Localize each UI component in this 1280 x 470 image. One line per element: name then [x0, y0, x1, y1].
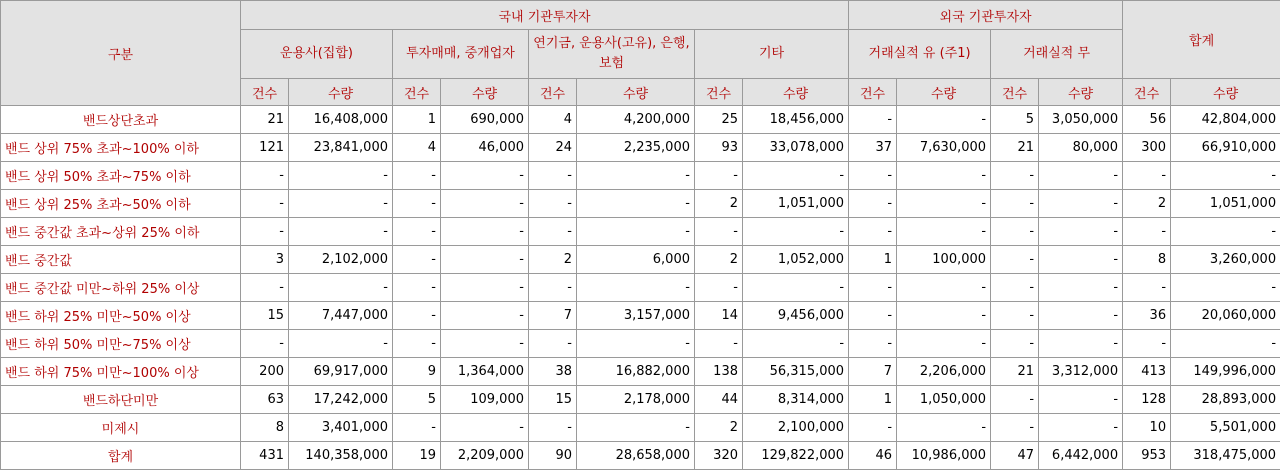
quantity-cell: 2,100,000: [743, 414, 849, 442]
count-header: 건수: [1123, 79, 1171, 106]
quantity-cell: -: [1171, 162, 1280, 190]
quantity-cell: 56,315,000: [743, 358, 849, 386]
quantity-cell: -: [897, 106, 991, 134]
quantity-cell: 100,000: [897, 246, 991, 274]
row-label: 밴드 중간값 미만~하위 25% 이상: [1, 274, 241, 302]
quantity-cell: 20,060,000: [1171, 302, 1280, 330]
count-cell: -: [849, 218, 897, 246]
count-header: 건수: [241, 79, 289, 106]
table-row: [1, 218, 1280, 246]
count-cell: 10: [1123, 414, 1171, 442]
count-cell: -: [849, 106, 897, 134]
quantity-cell: 6,000: [577, 246, 695, 274]
quantity-cell: -: [441, 162, 529, 190]
table-row: [1, 246, 1280, 274]
count-cell: -: [529, 330, 577, 358]
quantity-cell: -: [1039, 218, 1123, 246]
quantity-header: 수량: [743, 79, 849, 106]
count-cell: -: [695, 162, 743, 190]
quantity-cell: -: [1171, 330, 1280, 358]
count-cell: 14: [695, 302, 743, 330]
row-label: 밴드 중간값: [1, 246, 241, 274]
quantity-cell: 66,910,000: [1171, 134, 1280, 162]
row-label: 미제시: [1, 414, 241, 442]
count-cell: -: [393, 218, 441, 246]
quantity-cell: 3,157,000: [577, 302, 695, 330]
quantity-cell: 3,260,000: [1171, 246, 1280, 274]
count-cell: 121: [241, 134, 289, 162]
count-cell: -: [1123, 162, 1171, 190]
quantity-header: 수량: [1171, 79, 1280, 106]
count-cell: 24: [529, 134, 577, 162]
quantity-cell: -: [289, 330, 393, 358]
quantity-cell: 690,000: [441, 106, 529, 134]
count-cell: 21: [991, 358, 1039, 386]
count-cell: 25: [695, 106, 743, 134]
quantity-cell: -: [289, 218, 393, 246]
quantity-cell: 2,102,000: [289, 246, 393, 274]
count-cell: 47: [991, 442, 1039, 470]
count-cell: 2: [1123, 190, 1171, 218]
count-cell: -: [991, 274, 1039, 302]
quantity-cell: -: [289, 190, 393, 218]
other-header: 기타: [695, 30, 849, 79]
count-cell: -: [393, 162, 441, 190]
count-cell: 413: [1123, 358, 1171, 386]
count-header: 건수: [991, 79, 1039, 106]
quantity-cell: -: [441, 274, 529, 302]
quantity-cell: 2,209,000: [441, 442, 529, 470]
count-cell: 2: [695, 190, 743, 218]
count-cell: -: [393, 274, 441, 302]
count-cell: 93: [695, 134, 743, 162]
count-header: 건수: [849, 79, 897, 106]
count-cell: 300: [1123, 134, 1171, 162]
quantity-cell: 2,206,000: [897, 358, 991, 386]
count-cell: 128: [1123, 386, 1171, 414]
quantity-cell: -: [1039, 330, 1123, 358]
asset-manager-collective-header: 운용사(집합): [241, 30, 393, 79]
count-cell: 19: [393, 442, 441, 470]
quantity-cell: -: [897, 190, 991, 218]
quantity-cell: -: [441, 302, 529, 330]
broker-dealer-header: 투자매매, 중개업자: [393, 30, 529, 79]
count-cell: -: [241, 190, 289, 218]
quantity-cell: -: [743, 274, 849, 302]
quantity-cell: -: [897, 218, 991, 246]
foreign-investor-header: 외국 기관투자자: [849, 1, 1123, 30]
count-cell: -: [849, 190, 897, 218]
count-cell: -: [695, 218, 743, 246]
count-cell: 38: [529, 358, 577, 386]
count-cell: -: [695, 330, 743, 358]
count-cell: -: [241, 274, 289, 302]
count-cell: -: [241, 162, 289, 190]
quantity-cell: -: [289, 162, 393, 190]
table-row: [1, 302, 1280, 330]
count-cell: -: [1123, 218, 1171, 246]
table-row: [1, 162, 1280, 190]
count-cell: 46: [849, 442, 897, 470]
quantity-cell: -: [897, 330, 991, 358]
pension-bank-insurance-header: 연기금, 운용사(고유), 은행, 보험: [529, 30, 695, 79]
count-cell: -: [849, 302, 897, 330]
count-cell: -: [529, 190, 577, 218]
count-cell: 63: [241, 386, 289, 414]
trade-record-no-header: 거래실적 무: [991, 30, 1123, 79]
quantity-header: 수량: [577, 79, 695, 106]
quantity-cell: 16,882,000: [577, 358, 695, 386]
quantity-cell: 140,358,000: [289, 442, 393, 470]
count-header: 건수: [695, 79, 743, 106]
quantity-cell: -: [441, 190, 529, 218]
count-cell: -: [991, 302, 1039, 330]
count-cell: 2: [695, 414, 743, 442]
quantity-cell: 80,000: [1039, 134, 1123, 162]
count-cell: 320: [695, 442, 743, 470]
table-body: [1, 106, 1280, 470]
quantity-cell: -: [441, 330, 529, 358]
count-cell: 7: [529, 302, 577, 330]
quantity-cell: 5,501,000: [1171, 414, 1280, 442]
count-cell: -: [393, 246, 441, 274]
quantity-cell: 1,051,000: [743, 190, 849, 218]
count-cell: 5: [991, 106, 1039, 134]
row-label: 밴드 하위 25% 미만~50% 이상: [1, 302, 241, 330]
quantity-cell: -: [1039, 190, 1123, 218]
table-row: [1, 274, 1280, 302]
quantity-cell: 1,052,000: [743, 246, 849, 274]
quantity-cell: -: [1039, 162, 1123, 190]
quantity-cell: 4,200,000: [577, 106, 695, 134]
quantity-cell: 16,408,000: [289, 106, 393, 134]
quantity-header: 수량: [441, 79, 529, 106]
quantity-cell: -: [289, 274, 393, 302]
quantity-cell: -: [441, 218, 529, 246]
quantity-cell: 109,000: [441, 386, 529, 414]
trade-record-yes-header: 거래실적 유 (주1): [849, 30, 991, 79]
count-cell: -: [991, 386, 1039, 414]
quantity-cell: 7,447,000: [289, 302, 393, 330]
quantity-cell: 3,312,000: [1039, 358, 1123, 386]
quantity-cell: 23,841,000: [289, 134, 393, 162]
quantity-cell: -: [1039, 246, 1123, 274]
row-label: 밴드 상위 75% 초과~100% 이하: [1, 134, 241, 162]
quantity-cell: 28,893,000: [1171, 386, 1280, 414]
count-cell: -: [241, 218, 289, 246]
count-cell: 44: [695, 386, 743, 414]
count-cell: 9: [393, 358, 441, 386]
count-cell: -: [529, 414, 577, 442]
quantity-cell: 28,658,000: [577, 442, 695, 470]
count-cell: 15: [529, 386, 577, 414]
quantity-header: 수량: [289, 79, 393, 106]
count-cell: 953: [1123, 442, 1171, 470]
count-cell: 3: [241, 246, 289, 274]
count-cell: 138: [695, 358, 743, 386]
quantity-cell: -: [577, 162, 695, 190]
quantity-cell: 2,235,000: [577, 134, 695, 162]
count-cell: 7: [849, 358, 897, 386]
count-cell: 36: [1123, 302, 1171, 330]
total-header: 합계: [1123, 1, 1280, 79]
count-cell: -: [241, 330, 289, 358]
quantity-cell: 149,996,000: [1171, 358, 1280, 386]
count-cell: 15: [241, 302, 289, 330]
count-cell: -: [849, 414, 897, 442]
count-cell: 2: [529, 246, 577, 274]
table-row: [1, 442, 1280, 470]
quantity-cell: 8,314,000: [743, 386, 849, 414]
count-cell: 90: [529, 442, 577, 470]
table-row: [1, 358, 1280, 386]
quantity-cell: 318,475,000: [1171, 442, 1280, 470]
count-cell: 21: [991, 134, 1039, 162]
row-label: 밴드 하위 50% 미만~75% 이상: [1, 330, 241, 358]
category-header: 구분: [1, 1, 241, 106]
table-row: [1, 330, 1280, 358]
count-cell: 21: [241, 106, 289, 134]
count-cell: -: [849, 330, 897, 358]
quantity-cell: 6,442,000: [1039, 442, 1123, 470]
quantity-cell: 18,456,000: [743, 106, 849, 134]
table-row: [1, 134, 1280, 162]
quantity-cell: 2,178,000: [577, 386, 695, 414]
count-cell: 1: [849, 386, 897, 414]
quantity-cell: -: [577, 330, 695, 358]
quantity-cell: -: [441, 246, 529, 274]
domestic-investor-header: 국내 기관투자자: [241, 1, 849, 30]
quantity-cell: 3,401,000: [289, 414, 393, 442]
quantity-cell: 42,804,000: [1171, 106, 1280, 134]
count-cell: 4: [393, 134, 441, 162]
quantity-cell: -: [1039, 386, 1123, 414]
quantity-cell: -: [743, 330, 849, 358]
quantity-cell: -: [897, 162, 991, 190]
count-cell: -: [393, 414, 441, 442]
count-cell: 5: [393, 386, 441, 414]
quantity-cell: -: [1171, 218, 1280, 246]
quantity-header: 수량: [897, 79, 991, 106]
count-cell: -: [849, 274, 897, 302]
quantity-cell: 69,917,000: [289, 358, 393, 386]
count-cell: 8: [241, 414, 289, 442]
quantity-cell: 17,242,000: [289, 386, 393, 414]
quantity-cell: -: [1039, 274, 1123, 302]
count-cell: -: [991, 190, 1039, 218]
table-row: [1, 190, 1280, 218]
quantity-cell: 9,456,000: [743, 302, 849, 330]
quantity-cell: -: [1171, 274, 1280, 302]
quantity-cell: 10,986,000: [897, 442, 991, 470]
quantity-cell: -: [897, 302, 991, 330]
count-cell: 1: [393, 106, 441, 134]
quantity-cell: -: [577, 190, 695, 218]
count-header: 건수: [393, 79, 441, 106]
count-cell: -: [991, 414, 1039, 442]
quantity-cell: -: [577, 274, 695, 302]
quantity-cell: -: [743, 218, 849, 246]
row-label: 밴드하단미만: [1, 386, 241, 414]
quantity-cell: 1,050,000: [897, 386, 991, 414]
count-cell: 37: [849, 134, 897, 162]
count-cell: -: [991, 218, 1039, 246]
row-label: 밴드 하위 75% 미만~100% 이상: [1, 358, 241, 386]
count-cell: -: [393, 330, 441, 358]
count-cell: -: [991, 330, 1039, 358]
quantity-cell: 1,051,000: [1171, 190, 1280, 218]
count-header: 건수: [529, 79, 577, 106]
count-cell: -: [1123, 330, 1171, 358]
count-cell: 431: [241, 442, 289, 470]
count-cell: -: [695, 274, 743, 302]
quantity-cell: 1,364,000: [441, 358, 529, 386]
count-cell: 4: [529, 106, 577, 134]
row-label: 밴드 상위 50% 초과~75% 이하: [1, 162, 241, 190]
quantity-cell: -: [1039, 414, 1123, 442]
quantity-cell: 7,630,000: [897, 134, 991, 162]
count-cell: 2: [695, 246, 743, 274]
quantity-cell: 33,078,000: [743, 134, 849, 162]
table-row: [1, 106, 1280, 134]
quantity-cell: 3,050,000: [1039, 106, 1123, 134]
count-cell: -: [393, 302, 441, 330]
row-label: 밴드 중간값 초과~상위 25% 이하: [1, 218, 241, 246]
quantity-cell: 129,822,000: [743, 442, 849, 470]
count-cell: -: [991, 246, 1039, 274]
count-cell: 56: [1123, 106, 1171, 134]
count-cell: -: [529, 274, 577, 302]
quantity-cell: -: [577, 218, 695, 246]
count-cell: -: [393, 190, 441, 218]
count-cell: 8: [1123, 246, 1171, 274]
count-cell: -: [991, 162, 1039, 190]
count-cell: -: [849, 162, 897, 190]
row-label: 합계: [1, 442, 241, 470]
quantity-header: 수량: [1039, 79, 1123, 106]
count-cell: 200: [241, 358, 289, 386]
quantity-cell: -: [441, 414, 529, 442]
quantity-cell: -: [897, 274, 991, 302]
quantity-cell: -: [1039, 302, 1123, 330]
quantity-cell: 46,000: [441, 134, 529, 162]
count-cell: -: [529, 162, 577, 190]
count-cell: -: [529, 218, 577, 246]
count-cell: 1: [849, 246, 897, 274]
quantity-cell: -: [743, 162, 849, 190]
quantity-cell: -: [897, 414, 991, 442]
row-label: 밴드 상위 25% 초과~50% 이하: [1, 190, 241, 218]
quantity-cell: -: [577, 414, 695, 442]
row-label: 밴드상단초과: [1, 106, 241, 134]
count-cell: -: [1123, 274, 1171, 302]
table-row: [1, 414, 1280, 442]
table-row: [1, 386, 1280, 414]
